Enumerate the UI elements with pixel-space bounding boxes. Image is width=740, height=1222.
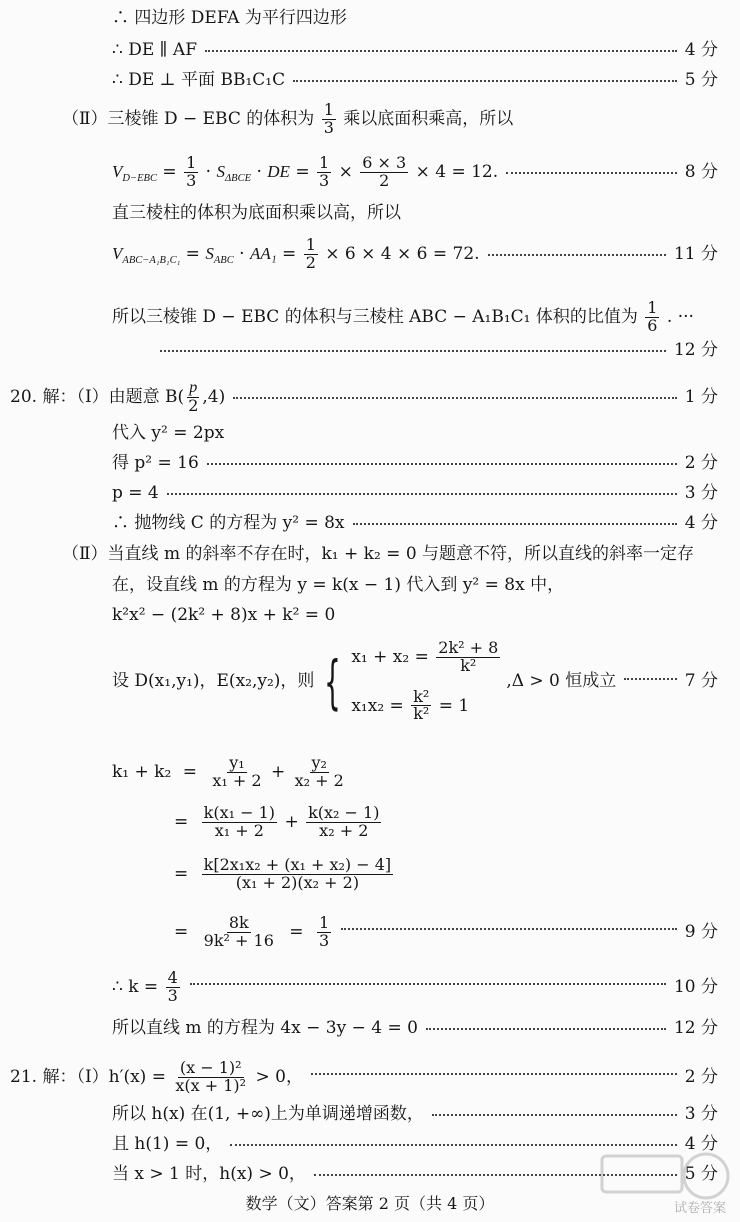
watermark-text: 试卷答案 bbox=[673, 1201, 726, 1216]
text-line-3: ∴ DE ⊥ 平面 BB₁C₁C 5 分 bbox=[112, 70, 718, 90]
dot-leader bbox=[624, 678, 677, 680]
text-line-k: ∴ k = $\frac{4}{3}$ 10 分 bbox=[112, 968, 718, 1005]
text-line-14: ∴ 抛物线 C 的方程为 y² = 8x 4 分 bbox=[112, 513, 718, 533]
text-line-26: 所以 h(x) 在(1, +∞)上为单调递增函数， 3 分 bbox=[112, 1104, 718, 1124]
text-line-28: 当 x > 1 时，h(x) > 0， 5 分 bbox=[112, 1164, 718, 1184]
score-label: 12 分 bbox=[673, 1018, 718, 1038]
fraction: $\frac{1}{3}$ bbox=[323, 100, 334, 137]
left-brace: { bbox=[324, 647, 342, 716]
score-label: 5 分 bbox=[684, 70, 718, 90]
dot-leader bbox=[426, 1028, 666, 1030]
score-label: 8 分 bbox=[684, 161, 718, 182]
formula-volume-prism: $V_{ABC-A_1B_1C_1} = S_{ABC} \cdot AA_1$ = $\frac{1}{2}$ × 6 × 4 × 6 = 72. 11 分 bbox=[112, 235, 718, 272]
derivation-step-4: = $\frac{8k}{\text{9k² + 16}}$ = $\frac{1}{3}$ 9 分 bbox=[174, 913, 718, 950]
score-label: 4 分 bbox=[684, 1134, 718, 1154]
score-label: 4 分 bbox=[684, 513, 718, 533]
text-line-18-system: 设 D(x₁,y₁)，E(x₂,y₂)，则 { x₁ + x₂ = $\frac{\text{2k² + 8}}{\text{k²}}$ x₁x₂ = $\frac{\text{k²}}{\text{k²}}$ = 1 ,Δ > 0 恒成立 7 分 bbox=[112, 638, 718, 724]
dot-leader bbox=[353, 523, 677, 525]
formula-volume-pyramid: $V_{D-EBC}$ = $\frac{1}{3}$ · $S_{\Delta BCE}$ · DE = $\frac{1}{3}$ × $\frac{6 \times 3}{2}$ × 4 = 12. 8 分 bbox=[112, 153, 718, 190]
dot-leader bbox=[506, 172, 677, 174]
dot-leader bbox=[293, 80, 677, 82]
derivation-step-1: k₁ + k₂ = $\frac{\text{y₁}}{\text{x₁ + 2}}$ + $\frac{\text{y₂}}{\text{x₂ + 2}}$ bbox=[112, 753, 344, 790]
score-label: 9 分 bbox=[684, 921, 718, 942]
text-line-25: 21. 解：（Ⅰ）h′(x) = $\frac{\text{(x − 1)²}}{\text{x(x + 1)²}}$ > 0， 2 分 bbox=[10, 1058, 718, 1095]
score-label: 7 分 bbox=[684, 671, 718, 692]
text-line-15: （Ⅱ）当直线 m 的斜率不存在时，k₁ + k₂ = 0 与题意不符，所以直线的斜率一定存 bbox=[62, 544, 695, 564]
score-label: 2 分 bbox=[684, 453, 718, 473]
text-line-2: ∴ DE ∥ AF 4 分 bbox=[112, 40, 718, 60]
text-line-16: 在，设直线 m 的方程为 y = k(x − 1) 代入到 y² = 8x 中， bbox=[112, 575, 565, 595]
score-label: 12 分 bbox=[673, 340, 718, 360]
page-footer: 数学（文）答案第 2 页（共 4 页） bbox=[245, 1194, 495, 1213]
equation-system: x₁ + x₂ = $\frac{\text{2k² + 8}}{\text{k²}}$ x₁x₂ = $\frac{\text{k²}}{\text{k²}}$ = 1 bbox=[351, 638, 499, 724]
dot-leader bbox=[341, 928, 677, 930]
text-line-1: ∴ 四边形 DEFA 为平行四边形 bbox=[112, 8, 347, 28]
dot-leader bbox=[207, 463, 677, 465]
text-line-24: 所以直线 m 的方程为 4x − 3y − 4 = 0 12 分 bbox=[112, 1018, 718, 1038]
score-label: 11 分 bbox=[673, 243, 718, 264]
score-label: 1 分 bbox=[684, 386, 718, 407]
score-label: 10 分 bbox=[673, 976, 718, 997]
text-line-8: 所以三棱锥 D − EBC 的体积与三棱柱 ABC − A₁B₁C₁ 体积的比值为 $\frac{1}{6}$ . ··· bbox=[112, 298, 694, 335]
text-line-6: 直三棱柱的体积为底面积乘以高，所以 bbox=[112, 203, 401, 223]
text-line-11: 代入 y² = 2px bbox=[112, 423, 225, 443]
text-line-17: k²x² − (2k² + 8)x + k² = 0 bbox=[112, 605, 336, 625]
dot-leader bbox=[488, 254, 666, 256]
score-label: 2 分 bbox=[684, 1066, 718, 1087]
dot-leader bbox=[432, 1114, 677, 1116]
derivation-step-2: = $\frac{\text{k(x₁ − 1)}}{\text{x₁ + 2}}$ + $\frac{\text{k(x₂ − 1)}}{\text{x₂ + 2}}$ bbox=[174, 803, 380, 840]
dot-leader bbox=[167, 493, 677, 495]
derivation-step-3: = $\frac{\text{k[2x₁x₂ + (x₁ + x₂) − 4]}}{\text{(x₁ + 2)(x₂ + 2)}}$ bbox=[174, 855, 392, 892]
score-label: 3 分 bbox=[684, 483, 718, 503]
text-line-13: p = 4 3 分 bbox=[112, 483, 718, 503]
dot-leader bbox=[233, 397, 677, 399]
text-line-10: 20. 解：（Ⅰ）由题意 B( $\frac{p}{2}$ ,4) 1 分 bbox=[10, 379, 718, 415]
dot-leader bbox=[205, 50, 677, 52]
score-label: 5 分 bbox=[684, 1164, 718, 1184]
text-line-9 bbox=[160, 342, 718, 359]
score-label: 4 分 bbox=[684, 40, 718, 60]
text-line-27: 且 h(1) = 0， 4 分 bbox=[112, 1134, 718, 1154]
dot-leader bbox=[190, 983, 666, 985]
score-label: 3 分 bbox=[684, 1104, 718, 1124]
text-line-12: 得 p² = 16 2 分 bbox=[112, 453, 718, 473]
dot-leader bbox=[160, 350, 666, 352]
dot-leader bbox=[311, 1073, 677, 1075]
text-line-4: （Ⅱ）三棱锥 D − EBC 的体积为 $\frac{1}{3}$ 乘以底面积乘高，所以 bbox=[62, 100, 514, 137]
